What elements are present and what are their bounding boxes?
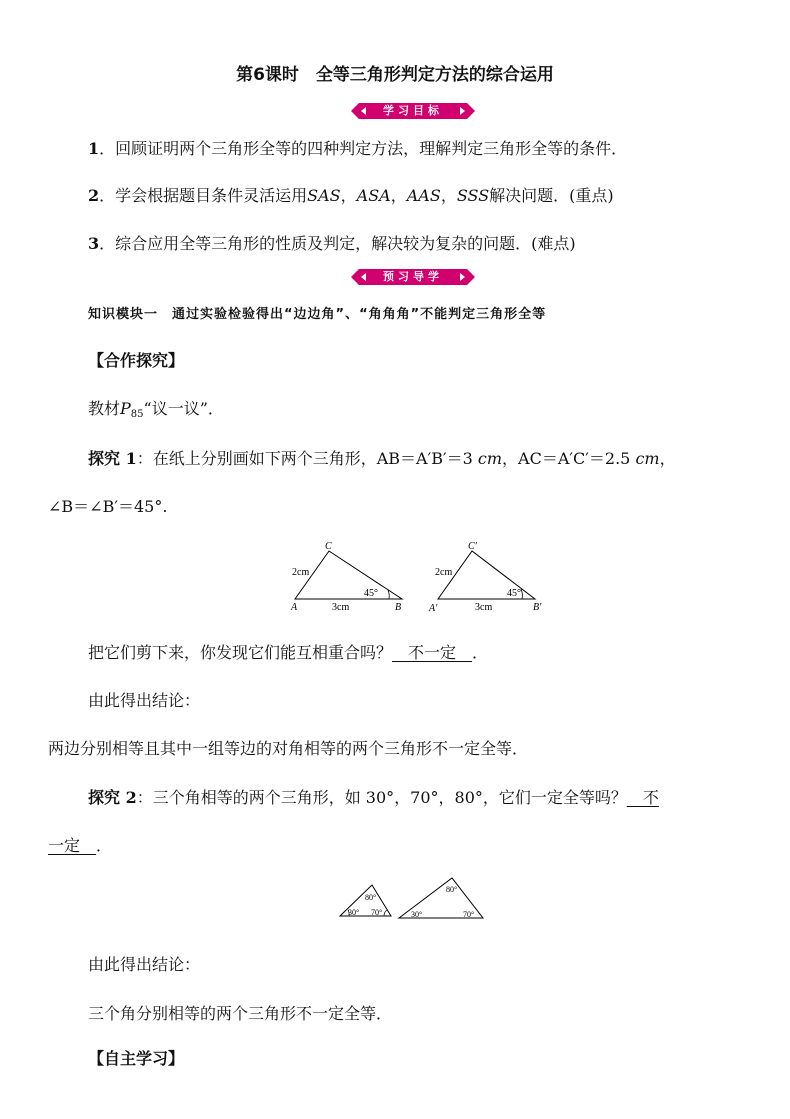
large-angle-80: 80°	[446, 885, 458, 894]
conclude-label-2: 由此得出结论：	[88, 955, 201, 974]
triangle-a1b1c1	[428, 541, 542, 614]
angle-b-label: 45°	[364, 588, 378, 599]
objective-1: 1．回顾证明两个三角形全等的四种判定方法，理解判定三角形全等的条件．	[88, 139, 628, 158]
small-angle-30: 30°	[348, 908, 360, 917]
conclusion-1: 两边分别相等且其中一组等边的对角相等的两个三角形不一定全等．	[48, 739, 529, 758]
vertex-c-prime-label: C′	[468, 541, 477, 552]
explore-2-line2: 一定__．	[48, 836, 113, 855]
question-1: 把它们剪下来，你发现它们能互相重合吗？__不一定__．	[88, 643, 489, 662]
conclude-label-1: 由此得出结论：	[88, 691, 201, 710]
objective-3: 3．综合应用全等三角形的性质及判定，解决较为复杂的问题．(难点)	[88, 234, 576, 253]
page-title: 第6课时 全等三角形判定方法的综合运用	[236, 65, 554, 85]
small-angle-70: 70°	[371, 908, 383, 917]
objectives-banner-label: 学习目标	[383, 104, 443, 117]
large-angle-30: 30°	[411, 910, 423, 919]
small-angle-80: 80°	[365, 893, 377, 902]
coop-heading: 【合作探究】	[88, 351, 185, 370]
explore-1: 探究 1：在纸上分别画如下两个三角形，AB＝A′B′＝3 cm，AC＝A′C′＝2.5 cm，	[88, 449, 676, 468]
triangles-figure-2	[336, 874, 496, 924]
side-ab-prime-label: 3cm	[475, 602, 493, 613]
module-heading: 知识模块一 通过实验检验得出“边边角”、“角角角”不能判定三角形全等	[88, 307, 547, 322]
triangle-abc	[290, 541, 402, 613]
preview-banner-label: 预习导学	[383, 270, 443, 283]
explore-2: 探究 2：三个角相等的两个三角形，如 30°，70°，80°，它们一定全等吗？__不	[88, 788, 659, 807]
textbook-ref: 教材$P_{85}“$议一议”．	[88, 399, 224, 420]
side-ac-label: 2cm	[292, 567, 310, 578]
vertex-b-label: B	[395, 602, 402, 613]
large-triangle	[399, 878, 483, 919]
vertex-a-label: A	[291, 602, 298, 613]
side-ac-prime-label: 2cm	[435, 567, 453, 578]
vertex-c-label: C	[325, 541, 332, 552]
angle-b-prime-label: 45°	[507, 588, 521, 599]
triangles-figure-1	[280, 538, 560, 618]
self-study-heading: 【自主学习】	[88, 1049, 185, 1068]
objective-2: 2．学会根据题目条件灵活运用SAS，ASA，AAS，SSS解决问题．(重点)	[88, 186, 614, 205]
vertex-a-prime-label: A′	[429, 603, 438, 614]
conclusion-2: 三个角分别相等的两个三角形不一定全等．	[88, 1004, 393, 1023]
large-angle-70: 70°	[463, 910, 475, 919]
objectives-banner	[351, 102, 475, 120]
explore-1-line2: ∠B＝∠B′＝45°.	[48, 497, 168, 516]
vertex-b-prime-label: B′	[533, 602, 542, 613]
preview-banner	[351, 268, 475, 286]
small-triangle	[340, 885, 391, 917]
side-ab-label: 3cm	[332, 602, 350, 613]
